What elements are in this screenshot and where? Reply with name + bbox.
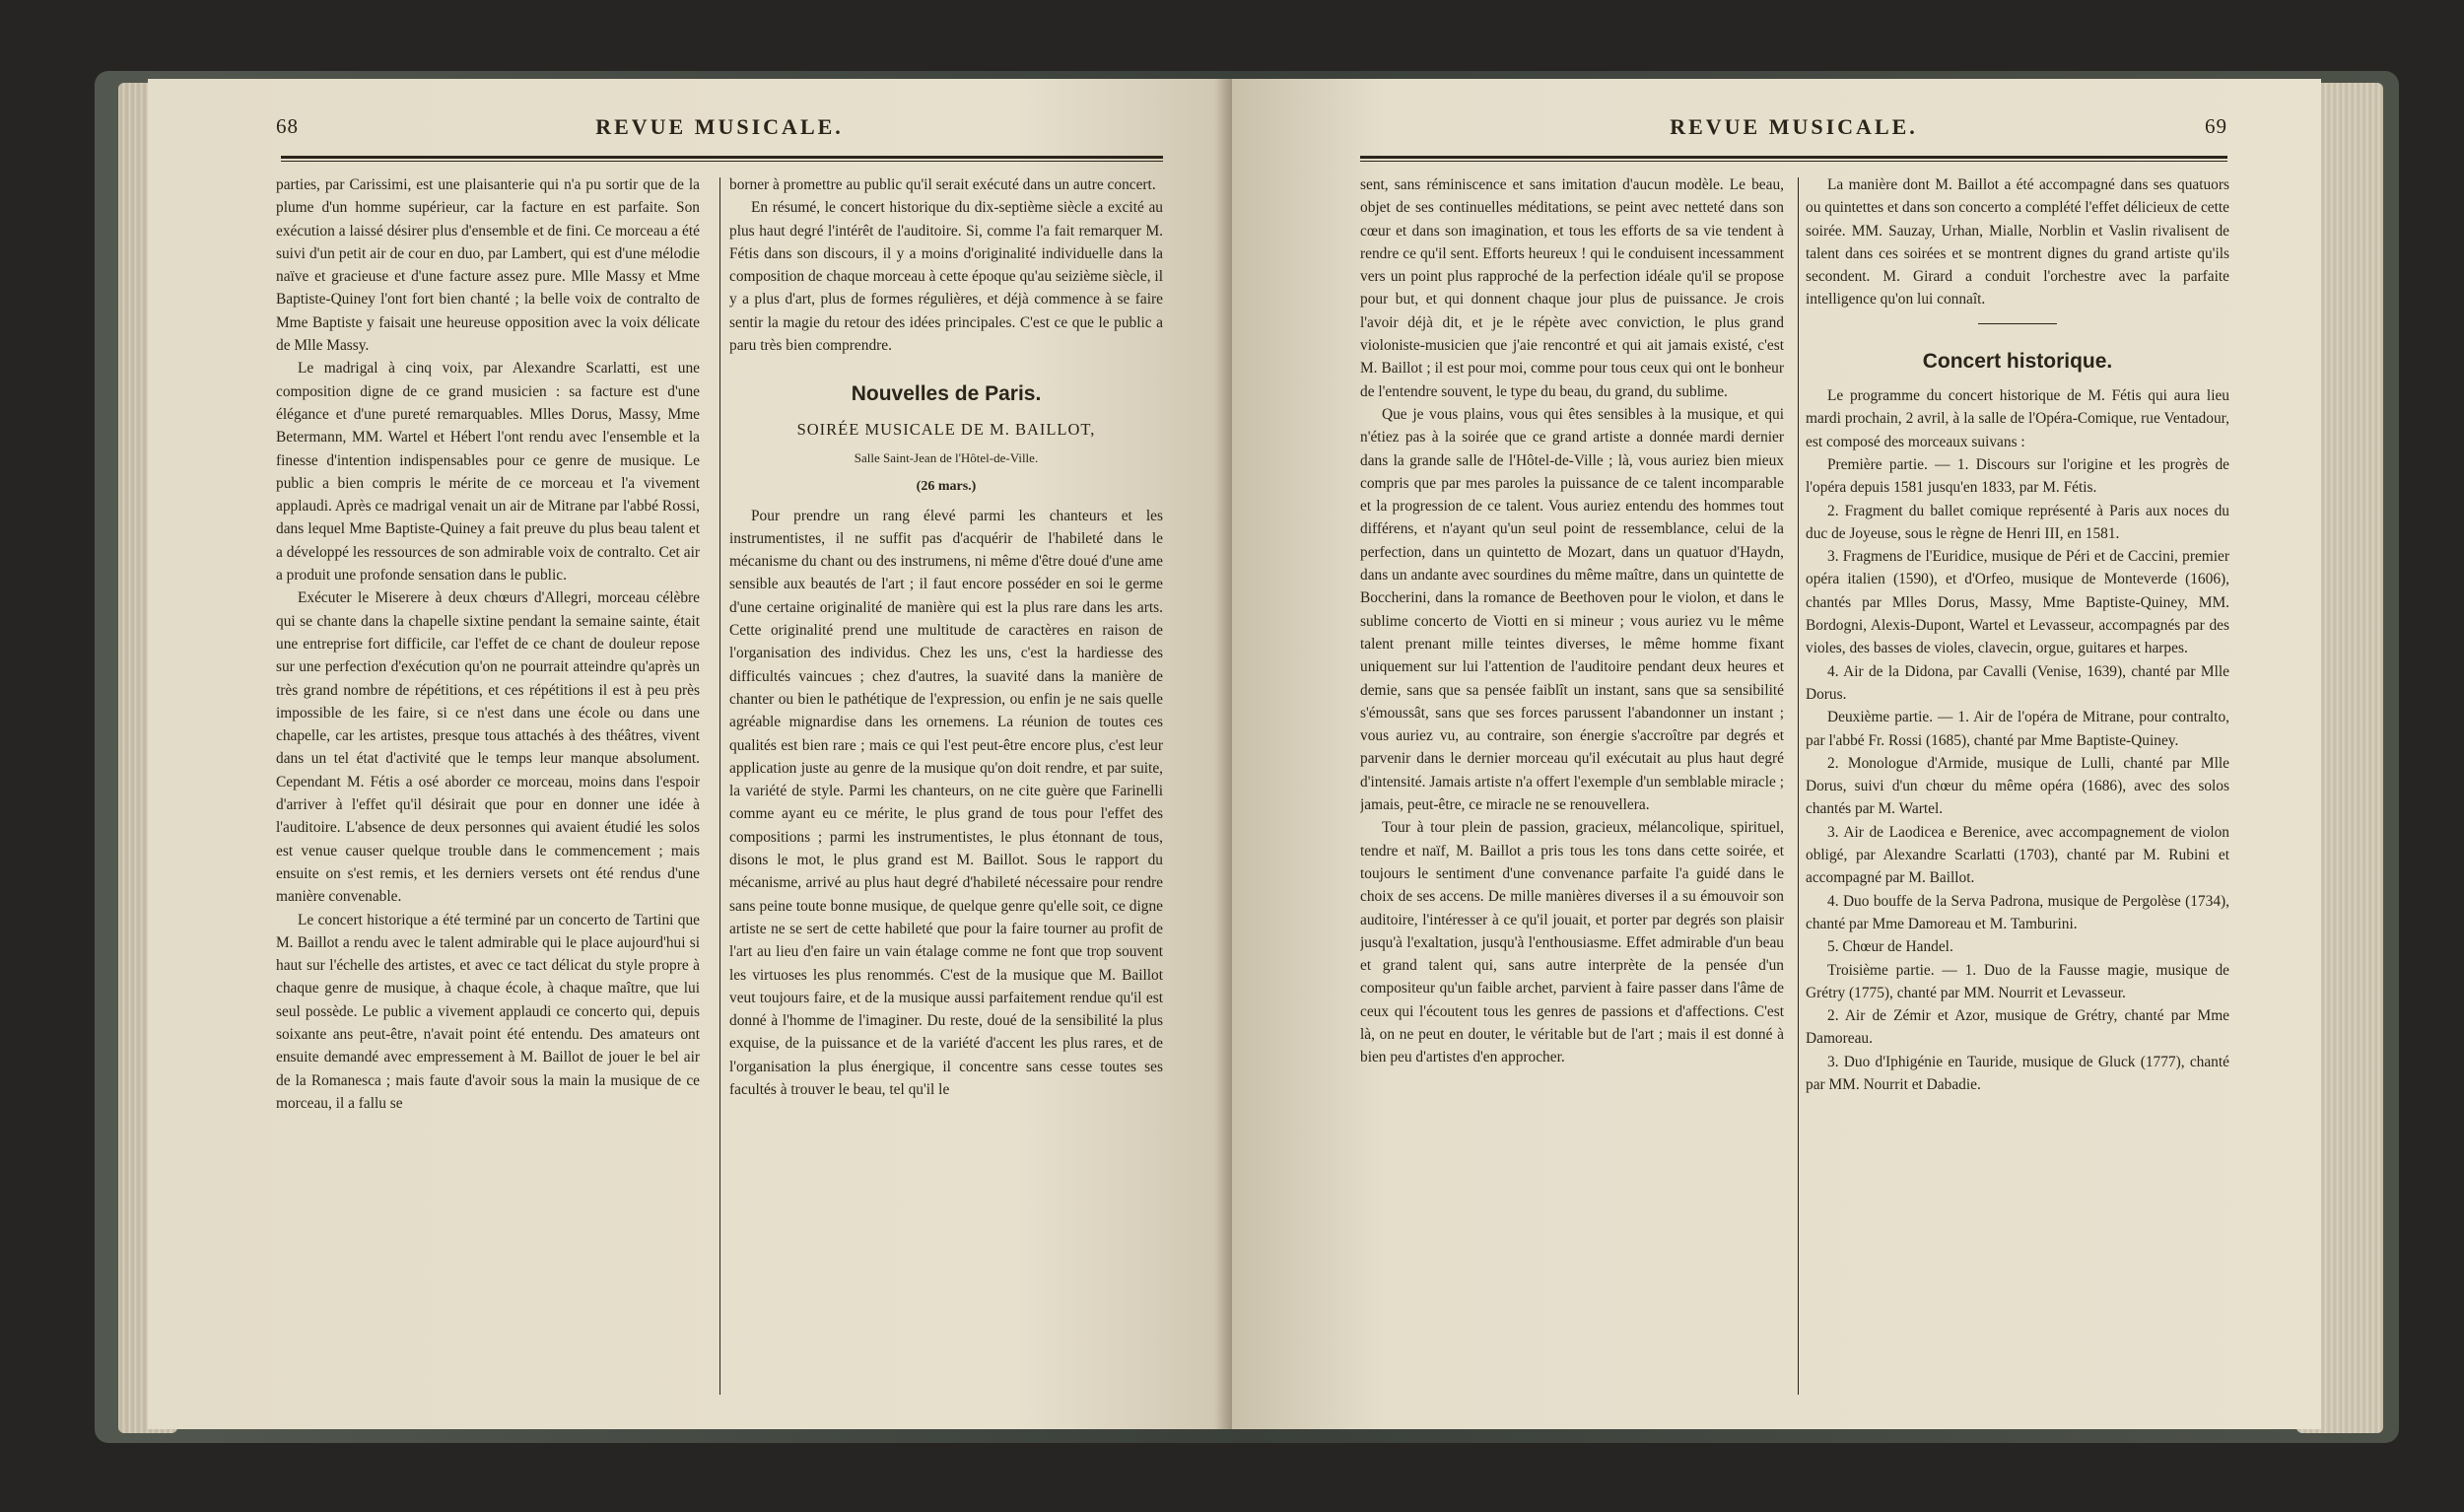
- paragraph: Le programme du concert historique de M. Fétis qui aura lieu mardi prochain, 2 avril, à la salle de l'Opéra-Comique, rue Ventadour, est composé des morceaux suivans :: [1806, 387, 2229, 450]
- column-divider: [1798, 177, 1799, 1395]
- paragraph: sent, sans réminiscence et sans imitation d'aucun modèle. Le beau, objet de ses continuelles méditations, se peint avec netteté dans son cœur et dans son imagination, et tous les efforts de sa vie tendent à rendre ce qu'il sent. Efforts heureux ! qui le conduisent incessamment vers un point plus rapproché de la perfection idéale qu'il se propose pour but, et qui donnent chaque jour plus de puissance. Je crois l'avoir déjà dit, et je le répète avec conviction, le plus grand violoniste-musicien que j'aie rencontré et qui ait jamais existé, c'est M. Baillot ; il est pour moi, comme pour tous ceux qui ont le bonheur de l'entendre souvent, le type du beau, du grand, du sublime.: [1360, 176, 1784, 400]
- column-divider: [719, 177, 720, 1395]
- section-divider: [1978, 323, 2057, 324]
- paragraph: En résumé, le concert historique du dix-septième siècle a excité au plus haut degré l'intérêt de l'auditoire. Si, comme l'a fait remarquer M. Fétis dans son discours, il y a moins d'originalité individuelle dans la composition de chaque morceau à cette époque qu'au seizième siècle, il y a plus d'art, plus de formes régulières, et déjà commence à se faire sentir la magie du retour des idées principales. C'est ce que le public a paru très bien comprendre.: [729, 199, 1163, 355]
- program-item: 5. Chœur de Handel.: [1827, 938, 1953, 956]
- paragraph: Exécuter le Miserere à deux chœurs d'Allegri, morceau célèbre qui se chante dans la chapelle sixtine pendant la semaine sainte, était une entreprise fort difficile, car l'effet de ce chant de douleur repose sur une perfection d'exécution qu'on ne pourrait atteindre qu'après un très grand nombre de répétitions, et ces répétitions il est à peu près impossible de les faire, si ce n'est dans une école ou dans une chapelle, car les artistes, presque tous attachés à des théâtres, vivent dans un tel état d'activité que le temps leur manque absolument. Cependant M. Fétis a osé aborder ce morceau, moins dans l'espoir d'arriver à l'effet qu'il désirait que pour en donner une idée à l'auditoire. L'absence de deux personnes qui avaient étudié les solos est venue causer quelque trouble dans le commencement ; mais ensuite on s'est remis, et les derniers versets ont été rendus d'une manière convenable.: [276, 589, 700, 906]
- paragraph: Que je vous plains, vous qui êtes sensibles à la musique, et qui n'étiez pas à la soirée que ce grand artiste a donnée mardi dernier dans la grande salle de l'Hôtel-de-Ville ; là, vous auriez bien mieux compris que par mes paroles la puissance de ce talent incomparable et la progression de ce talent. Vous auriez entendu des hommes tout différens, et n'ayant qu'un seul point de ressemblance, celui de la perfection, dans un quintetto de Mozart, dans un quatuor d'Haydn, dans un andante avec sourdines du même maître, dans un quintette de Boccherini, dans la romance de Beethoven pour le violon, et dans le sublime concerto de Viotti en si mineur ; vous auriez vu le même talent prenant mille teintes diverses, le même homme fixant uniquement sur lui l'attention de l'auditoire pendant deux heures et demie, sans que sa pensée faiblît un instant, sans que sa sensibilité s'émoussât, sans que ses forces parussent l'abandonner un instant ; vous auriez vu, au contraire, son énergie s'accroître par degrés et parvenir dans le dernier morceau qu'il exécutait au plus haut degré d'intensité. Jamais artiste n'a offert l'exemple d'un semblable miracle ; jamais, peut-être, ce miracle ne se renouvellera.: [1360, 405, 1784, 814]
- program-item: 4. Duo bouffe de la Serva Padrona, musique de Pergolèse (1734), chanté par Mme Damoreau et M. Tamburini.: [1806, 892, 2229, 932]
- program-item: 2. Monologue d'Armide, musique de Lulli, chanté par Mlle Dorus, suivi d'un chœur du même opéra (1686), avec des solos chantés par M. Wartel.: [1806, 754, 2229, 818]
- program-item: Deuxième partie. — 1. Air de l'opéra de Mitrane, pour contralto, par l'abbé Fr. Rossi (1685), chanté par Mme Baptiste-Quiney.: [1806, 709, 2229, 749]
- program-item: 2. Air de Zémir et Azor, musique de Grétry, chanté par Mme Damoreau.: [1806, 1007, 2229, 1048]
- paragraph: borner à promettre au public qu'il serait exécuté dans un autre concert.: [729, 176, 1156, 193]
- right-column-2: [1806, 173, 2229, 1406]
- program-item: 3. Fragmens de l'Euridice, musique de Péri et de Caccini, premier opéra italien (1590), et d'Orfeo, musique de Monteverde (1606), chantés par Mlles Dorus, Massy, Mme Baptiste-Quiney, MM. Bordogni, Alexis-Dupont, Wartel et Levasseur, accompagnés par des violes, des basses de violes, clavecin, orgue, guitares et harpes.: [1806, 548, 2229, 657]
- paragraph: parties, par Carissimi, est une plaisanterie qui n'a pu sortir que de la plume d'un homme supérieur, car la facture en est parfaite. Son exécution a laissé désirer plus d'ensemble et de fini. Ce morceau a été suivi d'un petit air de cour en duo, par Lambert, qui est d'une mélodie naïve et gracieuse et d'une facture assez pure. Mlle Massy et Mme Baptiste-Quiney l'ont fort bien chanté ; la belle voix de contralto de Mme Baptiste y faisait une heureuse opposition avec la voix délicate de Mlle Massy.: [276, 176, 700, 355]
- program-item: 2. Fragment du ballet comique représenté à Paris aux noces du duc de Joyeuse, sous le règne de Henri III, en 1581.: [1806, 502, 2229, 542]
- program-item: Troisième partie. — 1. Duo de la Fausse magie, musique de Grétry (1775), chanté par MM. Nourrit et Levasseur.: [1806, 961, 2229, 1001]
- date-line: (26 mars.): [916, 479, 977, 495]
- page-number: 69: [2205, 114, 2227, 138]
- header-rule: [281, 156, 1163, 162]
- left-page-header: [276, 114, 1163, 154]
- left-page: [148, 79, 1232, 1429]
- right-page-header: [1360, 114, 2227, 154]
- left-column-1: [276, 173, 700, 1406]
- right-page: [1232, 79, 2321, 1429]
- paragraph: Pour prendre un rang élevé parmi les chanteurs et les instrumentistes, il ne suffit pas d'acquérir de l'habileté dans le mécanisme du chant ou des instrumens, ni même d'être doué d'une ame sensible aux beautés de l'art ; il faut encore posséder en soi le germe d'une certaine originalité de manière qui est la plus rare dans les arts. Cette originalité prend une multitude de caractères en raison de l'organisation des individus. Chez les uns, c'est la hardiesse des difficultés vaincues ; chez d'autres, la suavité dans la manière de chanter ou bien le pathétique de l'expression, ou enfin je ne sais quelle agréable mignardise dans les ornemens. La réunion de toutes ces qualités est bien rare ; mais ce qui l'est peut-être encore plus, c'est leur application juste au genre de la musique qu'on doit rendre, et par suite, la variété de style. Parmi les chanteurs, on ne cite guère que Farinelli comme ayant eu ce mérite, le plus grand de tous pour l'effet des compositions ; parmi les instrumentistes, le plus étonnant de tous, disons le mot, le plus grand est M. Baillot. Sous le rapport du mécanisme, arrivé au plus haut degré d'habileté nécessaire pour rendre sans peine toute bonne musique, de quelque genre qu'elle soit, ce digne artiste ne se sert de cette habileté que pour la faire tourner au profit de l'art au lieu d'en faire un vain étalage comme ne font que trop souvent les virtuoses les plus renommés. C'est de la musique que M. Baillot veut toujours faire, et de la musique aussi parfaitement rendue qu'il est donné à l'homme de l'imaginer. Du reste, doué de la sensibilité la plus exquise, de la puissance et de la variété d'accent les plus rares, et de l'organisation la plus énergique, il concentre sans cesse toutes ses facultés à trouver le beau, tel qu'il le: [729, 507, 1163, 1098]
- subsection-title: SOIRÉE MUSICALE DE M. BAILLOT,: [796, 419, 1096, 439]
- paragraph: Tour à tour plein de passion, gracieux, mélancolique, spirituel, tendre et naïf, M. Baillot a pris tous les tons dans cette soirée, et toujours le sentiment d'une convenance parfaite l'a guidé dans le choix de ses accens. De mille manières diverses il a su émouvoir son auditoire, l'intéresser à ce qu'il jouait, et porter par degrés son plaisir jusqu'à l'exaltation, jusqu'à l'enthousiasme. Effet admirable d'un beau et grand talent qui, sans autre interprète de la pensée d'un compositeur qu'un faible archet, parvient à faire passer dans l'âme de ceux qui l'écoutent tous les genres de passions et d'affections. C'est là, on ne peut en douter, le véritable but de l'art ; mais il est donné à bien peu d'artistes d'en approcher.: [1360, 819, 1784, 1066]
- paragraph: La manière dont M. Baillot a été accompagné dans ses quatuors ou quintettes et dans son concerto a complété l'effet délicieux de cette soirée. MM. Sauzay, Urhan, Mialle, Norblin et Vaslin rivalisent de talent dans ces soirées et se montrent dignes du grand artiste qu'ils secondent. M. Girard a conduit l'orchestre avec la parfaite intelligence qu'on lui connaît.: [1806, 176, 2229, 309]
- paragraph: Le madrigal à cinq voix, par Alexandre Scarlatti, est une composition digne de ce grand musicien : sa facture est d'une élégance et d'une pureté remarquables. Mlles Dorus, Massy, Mme Betermann, MM. Wartel et Hébert l'ont rendu avec l'ensemble et la finesse d'intention indispensables pour ce genre de musique. Le public a bien compris le mérite de ce morceau et l'a vivement applaudi. Après ce madrigal venait un air de Mitrane par l'abbé Rossi, dans lequel Mme Baptiste-Quiney a fait preuve du plus beau talent et a développé les ressources de son admirable voix de contralto. Cet air a produit une profonde sensation dans le public.: [276, 360, 700, 584]
- page-number: 68: [276, 114, 299, 138]
- header-rule: [1360, 156, 2227, 162]
- section-title: Concert historique.: [1922, 349, 2113, 373]
- right-column-1: [1360, 173, 1784, 1406]
- program-item: 4. Air de la Didona, par Cavalli (Venise, 1639), chanté par Mlle Dorus.: [1806, 662, 2229, 703]
- program-item: 3. Air de Laodicea e Berenice, avec accompagnement de violon obligé, par Alexandre Scarlatti (1703), chanté par M. Rubini et accompagné par M. Baillot.: [1806, 823, 2229, 887]
- program-item: Première partie. — 1. Discours sur l'origine et les progrès de l'opéra depuis 1581 jusqu'en 1833, par M. Fétis.: [1806, 455, 2229, 497]
- section-title: Nouvelles de Paris.: [851, 382, 1042, 406]
- running-title: REVUE MUSICALE.: [595, 114, 844, 139]
- venue-line: Salle Saint-Jean de l'Hôtel-de-Ville.: [854, 449, 1039, 465]
- left-column-2: [729, 173, 1163, 1406]
- program-item: 3. Duo d'Iphigénie en Tauride, musique de Gluck (1777), chanté par MM. Nourrit et Dabadie.: [1806, 1053, 2229, 1093]
- running-title: REVUE MUSICALE.: [1670, 114, 1918, 139]
- paragraph: Le concert historique a été terminé par un concerto de Tartini que M. Baillot a rendu avec le talent admirable qui le place aujourd'hui si haut sur l'échelle des artistes, et avec ce tact délicat du style propre à chaque genre de musique, à chaque école, à chaque maître, que lui seul possède. Le public a vivement applaudi ce concerto qui, depuis soixante ans peut-être, n'avait point été entendu. Des amateurs ont ensuite demandé avec empressement à M. Baillot de jouer le bel air de la Romanesca ; mais faute d'avoir sous la main la musique de ce morceau, il a fallu se: [276, 911, 700, 1112]
